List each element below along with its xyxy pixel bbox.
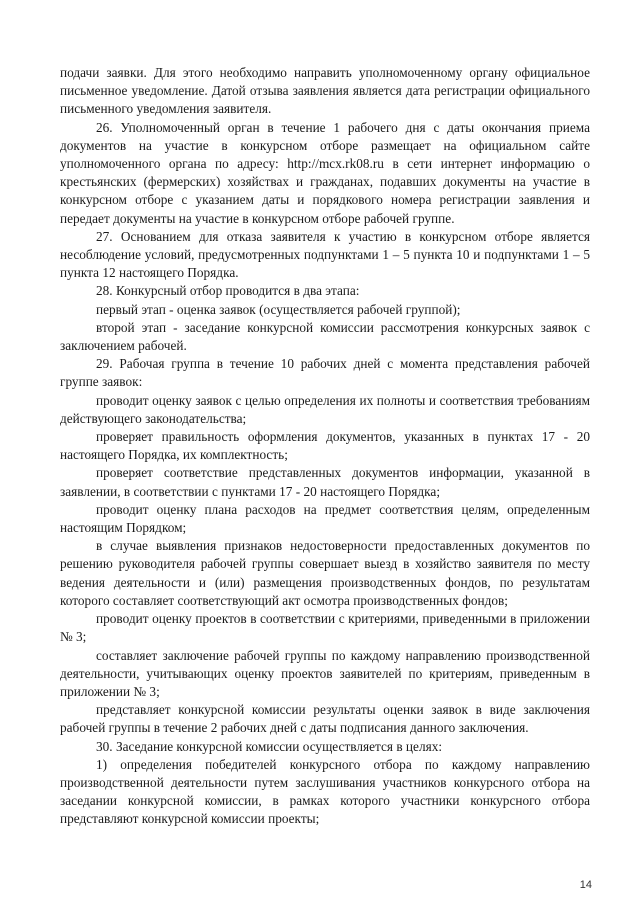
page-number: 14: [579, 879, 592, 891]
paragraph-29-item-5: в случае выявления признаков недостоверности предоставленных документов по решению руководителя рабочей группы совершает выезд в хозяйство заявителя по месту ведения деятельности и (или) размещения производственных фондов, по результатам которого составляет соответствующий акт осмотра производственных фондов;: [60, 538, 590, 608]
paragraph-29-item-3: проверяет соответствие представленных документов информации, указанной в заявлении, в соответствии с пунктами 17 - 20 настоящего Порядка;: [60, 465, 590, 499]
paragraph-30: 30. Заседание конкурсной комиссии осуществляется в целях:: [96, 738, 443, 754]
paragraph-29-item-1: проводит оценку заявок с целью определения их полноты и соответствия требованиям действующего законодательства;: [60, 392, 590, 426]
document-body: [60, 64, 590, 829]
paragraph-29-item-6: проводит оценку проектов в соответствии с критериями, приведенными в приложении № 3;: [60, 611, 590, 645]
paragraph-29-item-7: составляет заключение рабочей группы по каждому направлению производственной деятельности, учитывающих оценку проектов заявителей по критериям, приведенным в приложении № 3;: [60, 647, 590, 699]
paragraph-27: 27. Основанием для отказа заявителя к участию в конкурсном отборе является несоблюдение условий, предусмотренных подпунктами 1 – 5 пункта 10 и подпунктами 1 – 5 пункта 12 настоящего Порядка.: [60, 228, 590, 281]
paragraph-28-stage-2: второй этап - заседание конкурсной комиссии рассмотрения конкурсных заявок с заключением рабочей.: [60, 319, 590, 354]
paragraph-26: 26. Уполномоченный орган в течение 1 рабочего дня с даты окончания приема документов на участие в конкурсном отборе размещает на официальном сайте уполномоченного органа по адресу: http://mcx.rk08.ru в сети интернет информацию о крестьянских (фермерских) хозяйствах и гражданах, подавших документы на участие в конкурсном отборе с указанием даты и порядкового номера регистрации заявления и передает документы на участие в конкурсном отборе рабочей группе.: [60, 119, 590, 226]
paragraph-30-item-1: 1) определения победителей конкурсного отбора по каждому направлению производственной деятельности путем заслушивания участников конкурсного отбора на заседании конкурсной комиссии, в рамках которого участники конкурсного отбора представляют конкурсной комиссии проекты;: [60, 756, 590, 827]
paragraph-29-item-8: представляет конкурсной комиссии результаты оценки заявок в виде заключения рабочей группы в течение 2 рабочих дней с даты подписания данного заключения.: [60, 702, 590, 736]
paragraph-29: 29. Рабочая группа в течение 10 рабочих дней с момента представления рабочей группе заявок:: [60, 356, 590, 390]
paragraph-29-item-4: проводит оценку плана расходов на предмет соответствия целям, определенным настоящим Порядком;: [60, 501, 590, 536]
paragraph-28-stage-1: первый этап - оценка заявок (осуществляется рабочей группой);: [96, 301, 461, 317]
paragraph-continuation: подачи заявки. Для этого необходимо направить уполномоченному органу официальное письменное уведомление. Датой отзыва заявления является дата регистрации официального письменного уведомления заявителя.: [60, 65, 590, 117]
paragraph-28: 28. Конкурсный отбор проводится в два этапа:: [96, 283, 360, 299]
paragraph-29-item-2: проверяет правильность оформления документов, указанных в пунктах 17 - 20 настоящего Порядка, их комплектность;: [60, 429, 590, 463]
